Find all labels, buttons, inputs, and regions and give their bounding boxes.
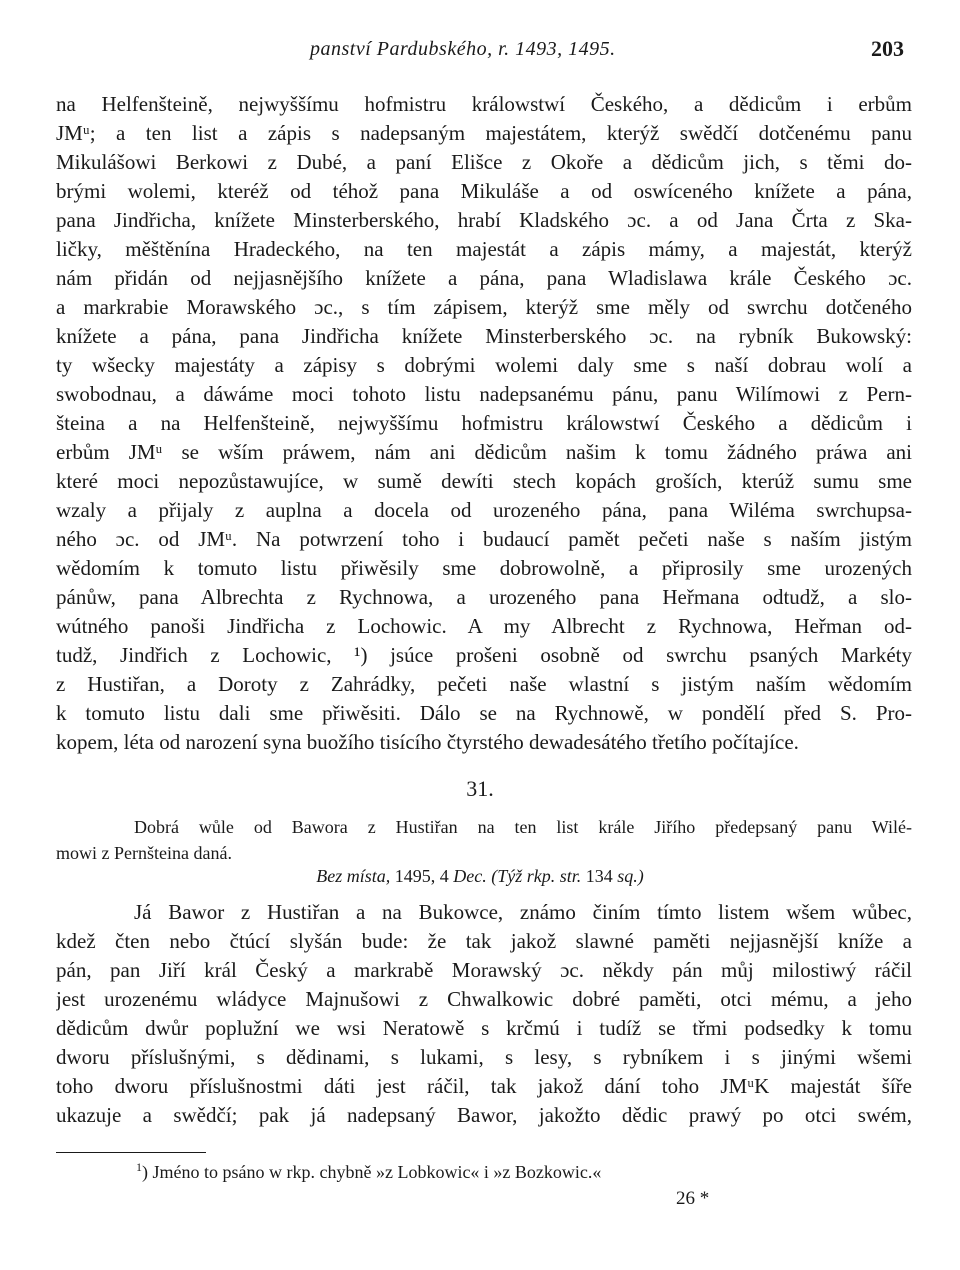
footnote [136,1160,601,1183]
text-line: ty wšecky majestáty a zápisy s dobrými wolemi daly sme s naší dobrau wolí a [56,353,912,377]
text-line: ličky, měštěnína Hradeckého, na ten majestát a zápis mámy, a majestát, kterýž [56,237,912,261]
source-sq: sq.) [617,866,644,886]
text-line: z Hustiřan, a Doroty z Zahrádky, pečeti naše wlastní s jistým naším wědomím [56,672,912,696]
source-pages: 134 [585,866,613,886]
text-line: Já Bawor z Hustiřan a na Bukowce, známo činím tímto listem wšem wůbec, [134,900,912,924]
text-line: knížete a pána, pana Jindřicha knížete Minsterberského ɔc. na rybník Bukowský: [56,324,912,348]
source-date: 1495, 4 [394,866,449,886]
text-line: na Helfenšteině, nejwyššímu hofmistru králowstwí Českého, a dědicům i erbům [56,92,912,116]
paragraph-1 [56,90,912,757]
footnote-text: ) Jméno to psáno w rkp. chybně »z Lobkowic« i »z Bozkowic.« [142,1162,602,1182]
text-line: kopem, léta od narození syna buožího tisícího čtyrstého dewadesátého třetího počítajíce. [56,730,799,754]
source-citation [0,866,960,887]
text-line: jest urozenému wládyce Majnušowi z Chwalkowic dobré paměti, otci mému, a jeho [56,987,912,1011]
text-line: erbům JMᵘ se wším práwem, nám ani dědicům našim k tomu žádného práwa ani [56,440,912,464]
footnote-marker: 1 [136,1160,142,1174]
text-line: JMᵘ; a ten list a zápis s nadepsaným majestátem, kterýž swědčí dotčenému panu [56,121,912,145]
running-head: panství Pardubského, r. 1493, 1495. [310,38,616,60]
text-line: ného ɔc. od JMᵘ. Na potwrzení toho i budaucí pamět pečeti naše s naším jistým [56,527,912,551]
paragraph-2 [56,898,912,1130]
text-line: brými wolemi, kteréž od téhož pana Mikuláše a od oswíceného knížete a pána, [56,179,912,203]
footnote-divider [56,1152,206,1153]
text-line: dworu příslušnými, s dědinami, s lukami, s lesy, s rybníkem i s jinými wšemi [56,1045,912,1069]
text-line: a markrabie Morawského ɔc., s tím zápisem, kterýž sme měly od swrchu dotčeného [56,295,912,319]
text-line: pánůw, pana Albrechta z Rychnowa, a urozeného pana Heřmana odtudž, a slo- [56,585,912,609]
summary-line: mowi z Pernšteina daná. [56,843,232,863]
summary-line: Dobrá wůle od Bawora z Hustiřan na ten list krále Jiřího předepsaný panu Wilé- [134,817,912,837]
page-number: 203 [871,36,904,61]
text-line: Mikulášowi Berkowi z Dubé, a paní Elišce z Okoře a dědicům jich, s těmi do- [56,150,912,174]
text-line: k tomuto listu dali sme přiwěsiti. Dálo se na Rychnowě, w pondělí před S. Pro- [56,701,912,725]
document-summary [56,814,912,866]
text-line: šteina a na Helfenšteině, nejwyššímu hofmistru králowstwí Českého a dědicům i [56,411,912,435]
text-line: pana Jindřicha, knížete Minsterberského, hrabí Kladského ɔc. a od Jana Črta z Ska- [56,208,912,232]
text-line: dědicům dwůr poplužní we wsi Neratowě s krčmú i tudíž se třmi podsedky k tomu [56,1016,912,1040]
text-line: které moci nepozůstawujíce, w sumě dewíti stech kopách groších, kterúž sumu sme [56,469,912,493]
text-line: tudž, Jindřich z Lochowic, ¹) jsúce prošeni osobně od swrchu psaných Markéty [56,643,912,667]
text-line: ukazuje a swědčí; pak já nadepsaný Bawor, jakožto dědic prawý po otci swém, [56,1103,912,1127]
source-reference: (Týž rkp. str. [491,866,582,886]
text-line: wzaly a přijaly z auplna a docela od urozeného pána, pana Wiléma swrchupsa- [56,498,912,522]
document-number: 31. [466,776,494,801]
text-line: toho dworu příslušnostmi dáti jest ráčil, tak jakož dání toho JMᵘK majestát šíře [56,1074,912,1098]
source-place: Bez místa, [316,866,391,886]
text-line: nám přidán od nejjasnějšího knížete a pána, pana Wladislawa krále Českého ɔc. [56,266,912,290]
text-line: wědomím k tomuto listu přiwěsily sme dobrowolně, a připrosily sme urozených [56,556,912,580]
text-line: kdež čten nebo čtúcí slyšán bude: že tak jakož slawné paměti nejjasnější kníže a [56,929,912,953]
text-line: pán, pan Jiří král Český a markrabě Morawský ɔc. někdy pán můj milostiwý ráčil [56,958,912,982]
text-line: wútného panoši Jindřicha z Lochowic. A my Albrecht z Rychnowa, Heřman od- [56,614,912,638]
signature-mark: 26 * [676,1188,710,1209]
text-line: swobodnau, a dáwáme moci tohoto listu nadepsanému pánu, panu Wilímowi z Pern- [56,382,912,406]
source-month: Dec. [453,866,487,886]
